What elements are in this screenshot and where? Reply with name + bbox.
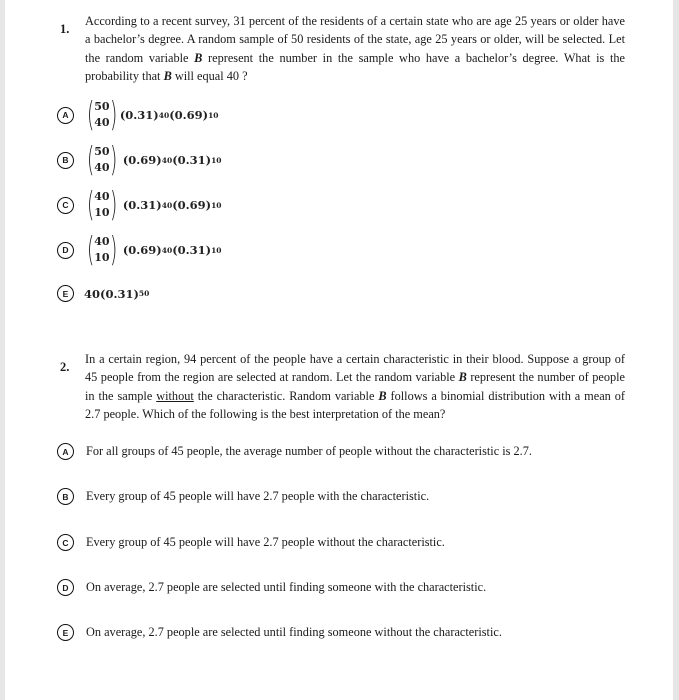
option-text[interactable]: Every group of 45 people will have 2.7 people with the characteristic. bbox=[86, 489, 430, 503]
exponent: 40 bbox=[161, 245, 173, 255]
page-edge-right bbox=[673, 0, 679, 700]
text-segment: In a certain region, 94 percent of the people have a certain characteristic in their blood. Suppose a group of 45 people from the region are selected at random. Let the random variable bbox=[85, 352, 625, 385]
exponent: 10 bbox=[208, 110, 219, 120]
question-text bbox=[85, 12, 625, 85]
binom-bottom: 40 bbox=[94, 161, 110, 174]
option-letter-badge[interactable]: D bbox=[57, 242, 74, 259]
option-letter-badge[interactable]: E bbox=[57, 285, 74, 302]
binom-top: 40 bbox=[94, 190, 110, 203]
option-formula bbox=[84, 230, 222, 270]
underlined-word: without bbox=[156, 388, 194, 403]
text-segment: represent the number of people in the sample bbox=[85, 370, 625, 403]
q2-option-d[interactable] bbox=[57, 579, 486, 596]
option-letter-badge[interactable]: E bbox=[57, 624, 74, 641]
binom-bottom: 10 bbox=[94, 206, 110, 219]
q2-option-c[interactable] bbox=[57, 534, 445, 551]
variable-b: B bbox=[163, 68, 172, 83]
binomial-coefficient: ( 50 40 ) bbox=[86, 95, 117, 135]
q2-option-a[interactable] bbox=[57, 443, 532, 460]
base: (0.69) bbox=[122, 153, 162, 167]
text-segment: will equal 40 ? bbox=[171, 68, 248, 83]
binom-bottom: 40 bbox=[94, 116, 110, 129]
exponent: 40 bbox=[161, 155, 173, 165]
q1-option-b[interactable] bbox=[57, 140, 222, 180]
variable-b: B bbox=[458, 370, 467, 385]
variable-b: B bbox=[378, 388, 387, 403]
option-letter-badge[interactable]: A bbox=[57, 443, 74, 460]
q1-option-a[interactable] bbox=[57, 95, 219, 135]
option-formula bbox=[84, 140, 222, 180]
base: (0.31) bbox=[172, 243, 212, 257]
base: (0.69) bbox=[169, 108, 209, 122]
exponent: 50 bbox=[138, 289, 150, 298]
q2-option-b[interactable] bbox=[57, 488, 429, 505]
question-number: 2. bbox=[60, 360, 70, 374]
q1-option-e[interactable] bbox=[57, 285, 149, 302]
variable-b: B bbox=[194, 50, 203, 65]
option-letter-badge[interactable]: B bbox=[57, 152, 74, 169]
exponent: 10 bbox=[211, 245, 222, 255]
text-segment: According to a recent survey, 31 percent of the residents of a certain state who are age 25 years or older have a bachelor’s degree. A random sample of 50 residents of the state, age 25 years or older, will be selected. Let the random variable bbox=[85, 14, 625, 65]
q2-option-e[interactable] bbox=[57, 624, 502, 641]
question-number: 1. bbox=[60, 22, 70, 36]
option-letter-badge[interactable]: B bbox=[57, 488, 74, 505]
binomial-coefficient: ( 40 10 ) bbox=[86, 230, 117, 270]
binomial-coefficient: ( 50 40 ) bbox=[86, 140, 117, 180]
option-formula bbox=[84, 287, 149, 301]
option-text[interactable]: On average, 2.7 people are selected until finding someone without the characteristic. bbox=[86, 625, 502, 639]
base: (0.31) bbox=[122, 198, 162, 212]
exponent: 40 bbox=[161, 200, 173, 210]
text-segment: follows a binomial distribution with a mean of 2.7 people. Which of the following is the best interpretation of the mean? bbox=[85, 388, 625, 421]
option-letter-badge[interactable]: C bbox=[57, 197, 74, 214]
option-letter-badge[interactable]: C bbox=[57, 534, 74, 551]
binomial-coefficient: ( 40 10 ) bbox=[86, 185, 117, 225]
page-edge-left bbox=[0, 0, 5, 700]
exponent: 40 bbox=[158, 110, 170, 120]
option-text[interactable]: For all groups of 45 people, the average number of people without the characteristic is 2.7. bbox=[86, 444, 532, 458]
option-text[interactable]: Every group of 45 people will have 2.7 people without the characteristic. bbox=[86, 535, 445, 549]
base: (0.69) bbox=[122, 243, 162, 257]
binom-bottom: 10 bbox=[94, 251, 110, 264]
text-segment: represent the number in the sample who have a bachelor’s degree. What is the probability that bbox=[85, 50, 625, 83]
text-segment: the characteristic. Random variable bbox=[193, 388, 379, 403]
q1-option-c[interactable] bbox=[57, 185, 222, 225]
exponent: 10 bbox=[211, 155, 222, 165]
binom-top: 50 bbox=[94, 145, 110, 158]
base: (0.31) bbox=[119, 108, 159, 122]
option-letter-badge[interactable]: A bbox=[57, 107, 74, 124]
option-letter-badge[interactable]: D bbox=[57, 579, 74, 596]
base: (0.31) bbox=[172, 153, 212, 167]
question-text bbox=[85, 350, 625, 423]
option-text[interactable]: On average, 2.7 people are selected until finding someone with the characteristic. bbox=[86, 580, 487, 594]
base: 40(0.31) bbox=[84, 286, 139, 301]
binom-top: 50 bbox=[94, 100, 110, 113]
exponent: 10 bbox=[211, 200, 222, 210]
q1-option-d[interactable] bbox=[57, 230, 222, 270]
binom-top: 40 bbox=[94, 235, 110, 248]
base: (0.69) bbox=[172, 198, 212, 212]
option-formula bbox=[84, 185, 222, 225]
option-formula bbox=[84, 95, 219, 135]
